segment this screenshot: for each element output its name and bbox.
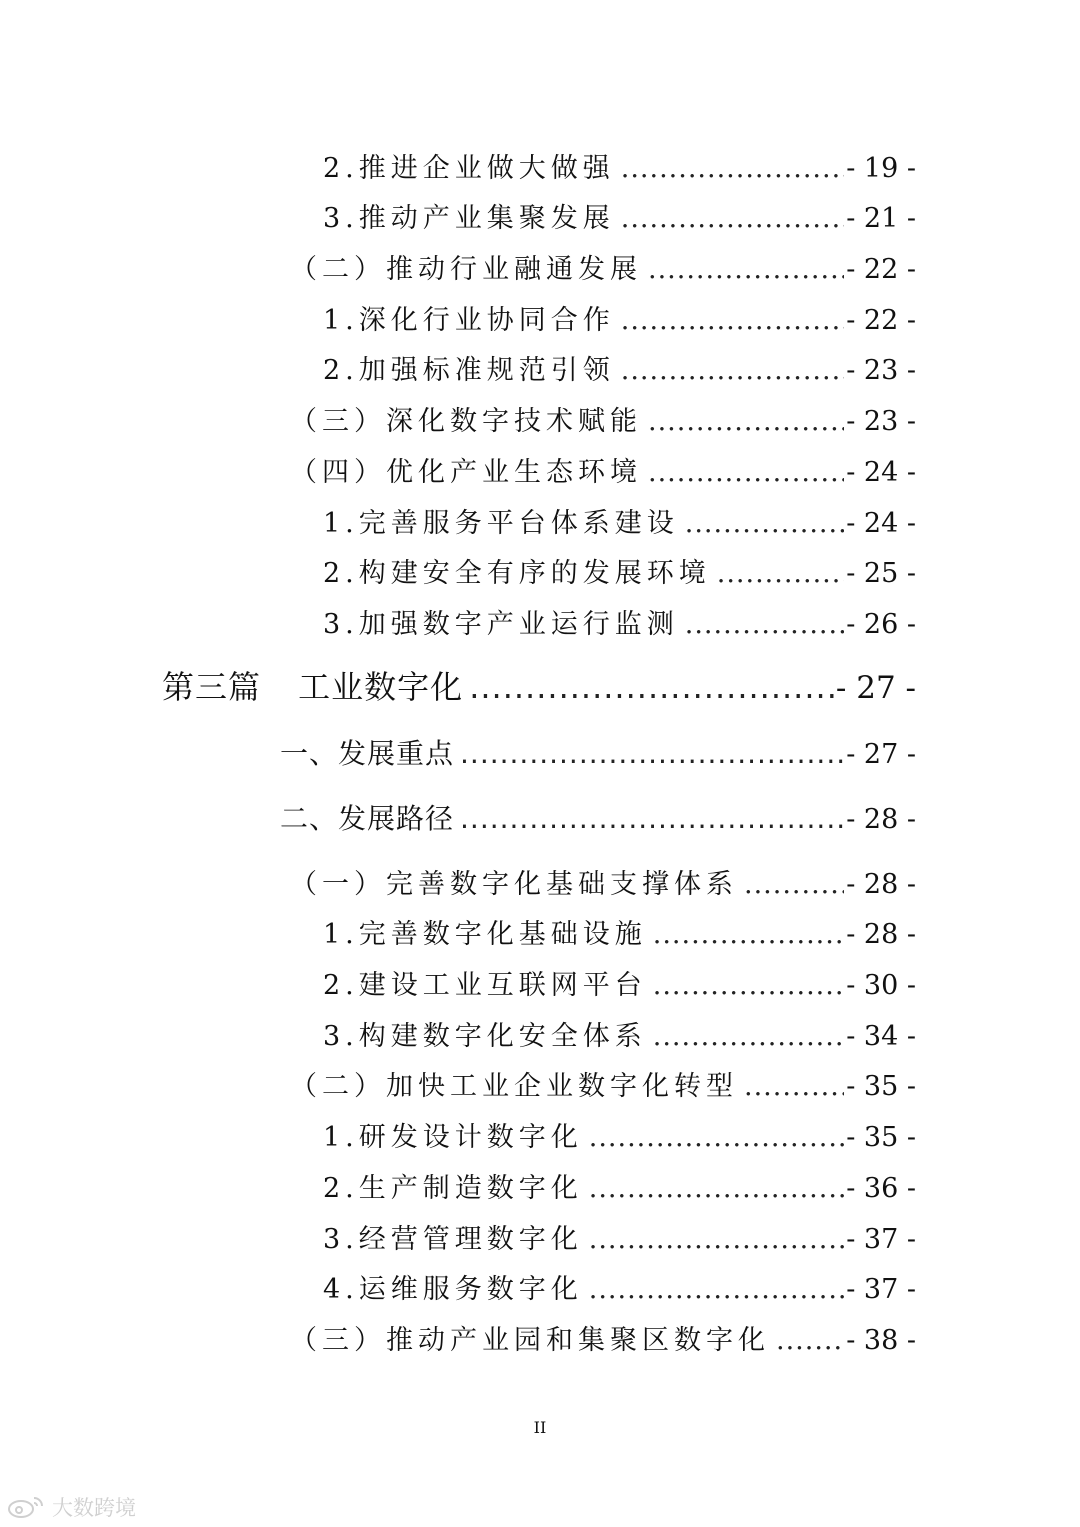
toc-entry-page: - 28 -	[846, 869, 916, 900]
toc-entry	[323, 1166, 916, 1205]
weibo-logo-icon	[6, 1494, 48, 1520]
toc-entry	[290, 1064, 916, 1103]
toc-entry	[280, 732, 916, 772]
toc-leader-dots	[621, 153, 844, 184]
toc-leader-dots	[460, 737, 844, 770]
toc-leader-dots	[589, 1173, 844, 1204]
toc-entry-page: - 21 -	[846, 203, 916, 234]
toc-entry	[323, 963, 916, 1002]
toc-entry-title: 2.构建安全有序的发展环境	[323, 558, 711, 589]
watermark	[6, 1492, 136, 1522]
toc-entry-page: - 22 -	[846, 254, 916, 285]
toc-entry-title: 2.推进企业做大做强	[323, 153, 615, 184]
toc-entry-title: 1.完善数字化基础设施	[323, 919, 647, 950]
toc-leader-dots	[653, 970, 844, 1001]
toc-entry-page: - 35 -	[846, 1071, 916, 1102]
toc-entry-page: - 24 -	[846, 457, 916, 488]
toc-entry-page: - 36 -	[846, 1173, 916, 1204]
toc-entry-title: （二）加快工业企业数字化转型	[290, 1071, 738, 1102]
toc-entry	[290, 450, 916, 489]
toc-entry-title: 3.加强数字产业运行监测	[323, 609, 679, 640]
toc-leader-dots	[589, 1224, 844, 1255]
toc-entry	[323, 501, 916, 540]
toc-entry-page: - 23 -	[846, 355, 916, 386]
toc-entry-page: - 22 -	[846, 305, 916, 336]
toc-entry	[323, 551, 916, 590]
toc-entry	[323, 348, 916, 387]
toc-leader-dots	[621, 203, 844, 234]
toc-leader-dots	[621, 355, 844, 386]
toc-entry	[280, 797, 916, 837]
toc-entry	[323, 1014, 916, 1053]
toc-entry-page: - 26 -	[846, 609, 916, 640]
toc-entry-title: （二）推动行业融通发展	[290, 254, 642, 285]
toc-leader-dots	[653, 919, 844, 950]
toc-entry-title: 3.经营管理数字化	[323, 1224, 583, 1255]
toc-leader-dots	[621, 305, 844, 336]
toc-leader-dots	[589, 1274, 844, 1305]
toc-entry-title: 一、发展重点	[280, 737, 455, 770]
toc-entry	[323, 146, 916, 185]
toc-entry	[323, 298, 916, 337]
watermark-text: 大数跨境	[52, 1496, 136, 1520]
toc-entry-title: 1.研发设计数字化	[323, 1122, 583, 1153]
toc-entry-title: 4.运维服务数字化	[323, 1274, 583, 1305]
toc-entry-page: - 38 -	[846, 1325, 916, 1356]
toc-leader-dots	[776, 1325, 844, 1356]
toc-entry	[323, 602, 916, 641]
toc-entry	[290, 247, 916, 286]
toc-entry	[323, 1267, 916, 1306]
toc-leader-dots	[648, 406, 844, 437]
toc-entry-title: 3.推动产业集聚发展	[323, 203, 615, 234]
toc-entry-title: 2.生产制造数字化	[323, 1173, 583, 1204]
toc-entry	[290, 1318, 916, 1357]
toc-leader-dots	[685, 609, 844, 640]
toc-entry-page: - 35 -	[846, 1122, 916, 1153]
toc-entry	[290, 399, 916, 438]
toc-entry-page: - 28 -	[846, 804, 916, 835]
toc-entry-title: （四）优化产业生态环境	[290, 457, 642, 488]
toc-entry-page: - 30 -	[846, 970, 916, 1001]
toc-leader-dots	[469, 668, 834, 706]
toc-leader-dots	[744, 869, 844, 900]
page-number: II	[533, 1418, 547, 1437]
toc-entry	[290, 862, 916, 901]
toc-entry	[323, 196, 916, 235]
toc-entry-page: - 25 -	[846, 558, 916, 589]
toc-leader-dots	[653, 1021, 844, 1052]
toc-entry-title: 二、发展路径	[280, 802, 455, 835]
toc-entry-page: - 19 -	[846, 153, 916, 184]
toc-entry-title: 1.完善服务平台体系建设	[323, 508, 679, 539]
toc-leader-dots	[648, 457, 844, 488]
toc-entry-title: 1.深化行业协同合作	[323, 305, 615, 336]
toc-entry-page: - 34 -	[846, 1021, 916, 1052]
toc-entry-title: （三）深化数字技术赋能	[290, 406, 642, 437]
toc-entry-title: 3.构建数字化安全体系	[323, 1021, 647, 1052]
toc-entry-page: - 37 -	[846, 1224, 916, 1255]
toc-entry-page: - 28 -	[846, 919, 916, 950]
toc-leader-dots	[717, 558, 844, 589]
toc-entry-title: （三）推动产业园和集聚区数字化	[290, 1325, 770, 1356]
toc-entry	[323, 912, 916, 951]
toc-entry-page: - 23 -	[846, 406, 916, 437]
toc-entry-title: 2.加强标准规范引领	[323, 355, 615, 386]
toc-entry-title: 2.建设工业互联网平台	[323, 970, 647, 1001]
toc-leader-dots	[589, 1122, 844, 1153]
toc-leader-dots	[648, 254, 844, 285]
toc-leader-dots	[685, 508, 844, 539]
toc-entry-page: - 24 -	[846, 508, 916, 539]
toc-leader-dots	[744, 1071, 844, 1102]
toc-leader-dots	[460, 802, 844, 835]
toc-entry-page: - 27 -	[846, 739, 916, 770]
toc-entry	[323, 1217, 916, 1256]
toc-entry-page: - 27 -	[835, 670, 916, 706]
toc-entry-title: 第三篇 工业数字化	[162, 668, 464, 706]
toc-entry	[323, 1115, 916, 1154]
toc-entry-title: （一）完善数字化基础支撑体系	[290, 869, 738, 900]
toc-entry-page: - 37 -	[846, 1274, 916, 1305]
toc-entry	[162, 662, 916, 708]
